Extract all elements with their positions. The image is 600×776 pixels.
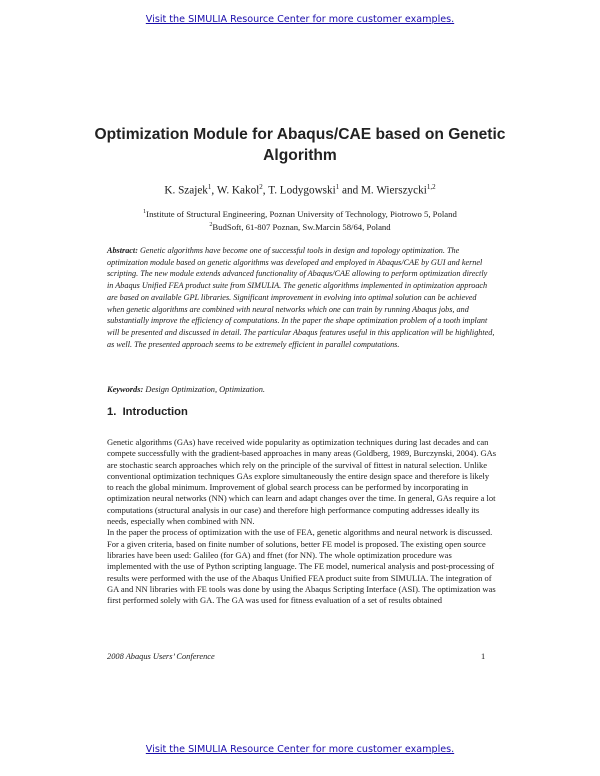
author-separator: and	[339, 184, 361, 197]
abstract-label: Abstract:	[107, 246, 138, 255]
affiliations	[100, 207, 500, 233]
author-separator: ,	[262, 184, 269, 197]
author-affiliation-mark: 1	[207, 183, 212, 191]
affiliation-text: Institute of Structural Engineering, Poznan University of Technology, Piotrowo 5, Poland	[146, 208, 457, 219]
abstract	[107, 245, 495, 350]
keywords-text: Design Optimization, Optimization.	[145, 385, 265, 394]
author-separator: ,	[211, 184, 217, 197]
author-name: M. Wierszycki	[360, 184, 427, 197]
conference-footer: 2008 Abaqus Users’ Conference	[107, 652, 215, 661]
author-name: W. Kakol	[216, 184, 260, 197]
affiliation-mark: 2	[209, 221, 213, 228]
section-heading	[107, 406, 188, 418]
paragraph: In the paper the process of optimization with the use of FEA, genetic algorithms and neural network is discussed. For a given criteria, based on finite number of solutions, better FE model is proposed. The existing open source libraries have been used: Galileo (for GA) and ffnet (for NN). The whole optimization procedure was implemented with the use of Python scripting language. The FE model, numerical analysis and post-processing of results were performed with the use of the Abaqus Unified FEA product suite from SIMULIA. The integration of GA and NN libraries with FE tools was done by using the Abaqus Scripting Interface (ASI). The optimization was first performed solely with GA. The GA was used for fitness evaluation of a set of results obtained	[107, 527, 496, 606]
paragraph: Genetic algorithms (GAs) have received wide popularity as optimization techniques during last decades and can compete successfully with the gradient-based approaches in many areas (Goldberg, 1989, Burczynski, 2004). GAs are stochastic search approaches which rely on the principle of the survival of fittest in natural selection. Unlike conventional optimization techniques GAs explore simultaneously the entire design space and therefore is likely to reach the global minimum. Improvement of global search process can be performed by incorporating in optimization neural networks (NN) which can learn and adapt changes over the time. In general, GAs require a lot computations (structural analysis in our case) and therefore high performance computing addresses ideally its needs, especially when combined with NN.	[107, 437, 497, 527]
affiliation-line	[100, 207, 500, 220]
authors-line	[60, 180, 540, 198]
section-number: 1.	[107, 406, 117, 418]
author-name: T. Lodygowski	[268, 184, 336, 197]
keywords	[107, 384, 495, 395]
affiliation-mark: 1	[143, 209, 147, 215]
paper-title: Optimization Module for Abaqus/CAE based on Genetic Algorithm	[94, 126, 506, 164]
introduction-body	[107, 437, 497, 606]
resource-center-link-bottom[interactable]: Visit the SIMULIA Resource Center for more customer examples.	[145, 744, 455, 755]
page-number: 1	[481, 652, 486, 661]
author-affiliation-mark: 2	[259, 183, 263, 191]
author-affiliation-mark: 1,2	[426, 183, 436, 191]
section-title-text: Introduction	[122, 406, 188, 418]
keywords-label: Keywords:	[107, 385, 144, 394]
resource-center-link-top[interactable]: Visit the SIMULIA Resource Center for more customer examples.	[145, 14, 455, 25]
author-name: K. Szajek	[164, 184, 208, 197]
abstract-text: Genetic algorithms have become one of successful tools in design and topology optimization. The optimization module based on genetic algorithms was developed and employed in Abaqus/CAE by GUI and kernel scripting. The new module extends advanced functionality of Abaqus/CAE allowing to perform optimization directly in Abaqus Unified FEA product suite from SIMULIA. The genetic algorithms implemented in optimization approach are based on available GPL libraries. Significant improvement in evolving into optimal solution can be achieved when genetic algorithms are combined with neural networks which one can train by running Abaqus jobs, and substantially improve the efficiency of computations. In the paper the shape optimization problem of a tooth implant will be presented and discussed in detail. The particular Abaqus features useful in this application will be highlighted, as well. The presented approach seems to be extremely efficient in parallel computations.	[107, 246, 495, 349]
affiliation-line	[100, 220, 500, 233]
affiliation-text: BudSoft, 61-807 Poznan, Sw.Marcin 58/64, Poland	[212, 221, 391, 232]
author-affiliation-mark: 1	[335, 183, 340, 191]
